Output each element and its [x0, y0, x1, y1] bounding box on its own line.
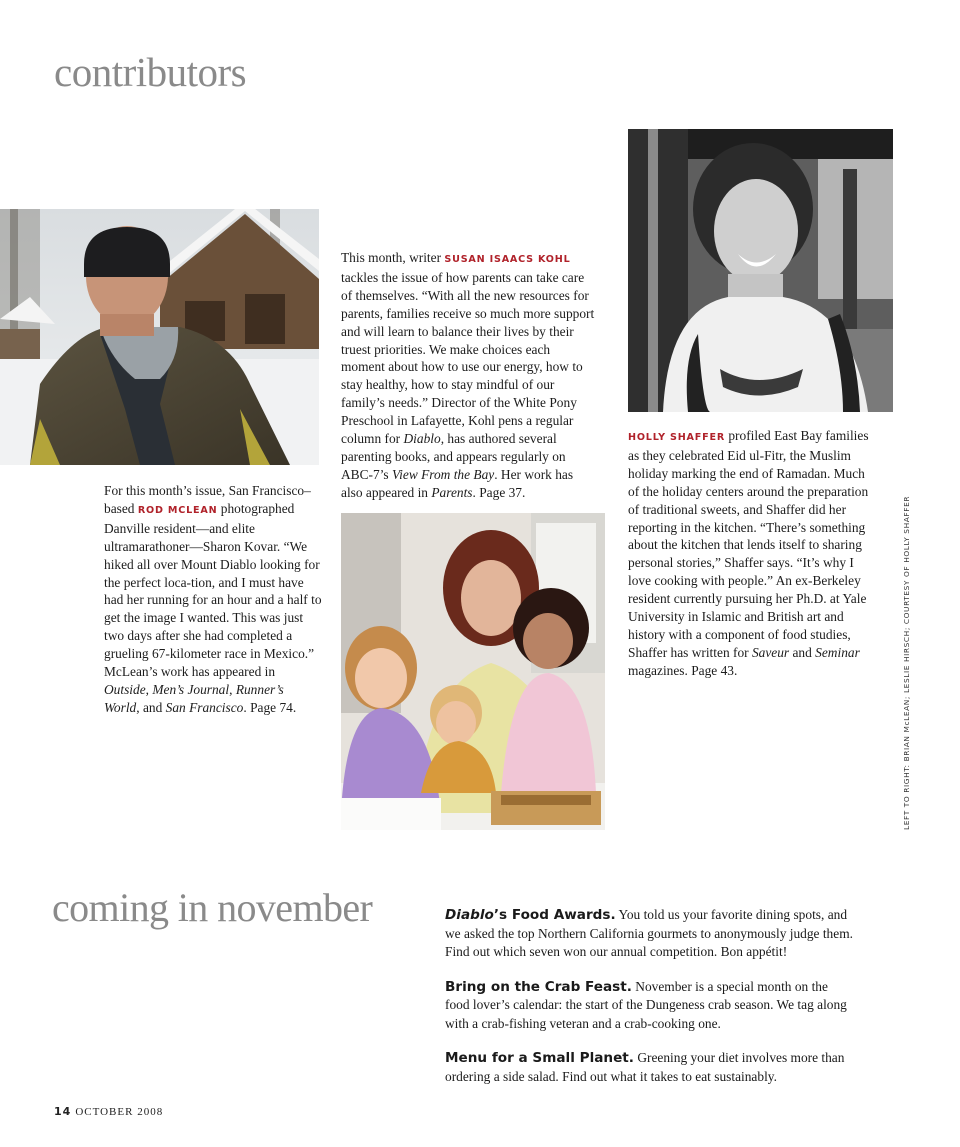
- page-reference: . Page 74.: [243, 699, 297, 715]
- susan-kohl-bio: [341, 249, 597, 502]
- susan-bio-text: tackles the issue of how parents can take care of themselves. “With all the new resources for parents, families receive so much more support and will learn to balance their lives by their truest priorities. We make choices each moment about how to use our energy, how to stay healthy, how to stay mindful of our family’s needs.” Director of the White Pony Preschool in Lafayette, Kohl pens a regular column for: [341, 269, 595, 447]
- issue-date: OCTOBER 2008: [75, 1106, 164, 1118]
- photo-credit: LEFT TO RIGHT: BRIAN McLEAN; LESLIE HIRSCH; COURTESY OF HOLLY SHAFFER: [902, 495, 911, 830]
- separator: ,: [145, 681, 153, 697]
- susan-kohl-photo: [341, 513, 605, 830]
- susan-bio-intro: This month, writer: [341, 250, 445, 265]
- publication-mens-journal: Men’s Journal: [152, 681, 230, 697]
- separator: and: [789, 644, 816, 660]
- list-item-crab-feast: [445, 978, 855, 1034]
- contributor-name-rod: ROD MCLEAN: [137, 504, 218, 516]
- rod-mclean-bio: [104, 482, 322, 717]
- publication-outside: Outside: [104, 681, 146, 697]
- food-awards-heading-diablo: Diablo: [445, 907, 494, 923]
- contributor-name-holly: HOLLY SHAFFER: [628, 432, 726, 443]
- food-awards-heading: [445, 907, 616, 923]
- publication-seminar: Seminar: [815, 644, 860, 660]
- susan-bio-text-3: . Her work has also appeared in: [341, 466, 574, 500]
- publication-san-francisco: San Francisco: [165, 699, 244, 715]
- rod-bio-intro: For this month’s issue, San Francisco–based: [104, 483, 311, 516]
- coming-in-november-list: [445, 906, 855, 1086]
- page-title: contributors: [54, 49, 247, 95]
- page-reference: . Page 37.: [472, 484, 526, 500]
- page-reference: magazines. Page 43.: [628, 662, 738, 678]
- contributor-name-susan: SUSAN ISAACS KOHL: [444, 254, 571, 265]
- list-item-small-planet: [445, 1049, 855, 1086]
- small-planet-heading: Menu for a Small Planet.: [445, 1050, 634, 1066]
- holly-shaffer-bio: [628, 427, 878, 680]
- publication-diablo: Diablo: [403, 431, 441, 447]
- publication-parents: Parents: [431, 484, 473, 500]
- crab-feast-text: November is a special month on the food lover’s calendar: the start of the Dungeness crab season. We tag along with a crab-fishing veteran and a crab-cooking one.: [445, 978, 847, 1031]
- small-planet-text: Greening your diet involves more than ordering a side salad. Find out what it takes to eat sustainably.: [445, 1050, 845, 1084]
- holly-shaffer-photo: [628, 129, 893, 412]
- page-folio: [54, 1105, 163, 1118]
- publication-view-from-the-bay: View From the Bay: [391, 466, 495, 482]
- separator: ,: [229, 681, 236, 697]
- food-awards-text: You told us your favorite dining spots, and we asked the top Northern California gourmets to anonymously judge them. Find out which seven won our annual competition. Bon appétit!: [445, 907, 853, 959]
- publication-runners-world: Runner’s World: [104, 681, 284, 715]
- rod-bio-text: photographed Danville resident—and elite ultramarathoner—Sharon Kovar. “We hiked all over Mount Diablo looking for the perfect loca-tion, and I must have had her running for an hour and a half to get the image I wanted. This was just two days after she had completed a grueling 67-kilometer race in Mexico.” McLean’s work has appeared in: [104, 500, 322, 680]
- rod-mclean-photo: [0, 209, 319, 465]
- page-number: 14: [54, 1105, 72, 1118]
- list-item-food-awards: [445, 906, 855, 962]
- publication-saveur: Saveur: [751, 644, 790, 660]
- susan-bio-text-2: , has authored several parenting books, and appears regularly on ABC-7’s: [341, 431, 566, 482]
- holly-bio-text: profiled East Bay families as they celebrated Eid ul-Fitr, the Muslim holiday marking the end of Ramadan. Much of the holiday centers around the preparation of traditional sweets, and Shaffer did her reporting in the kitchen. “There’s something about the kitchen that lends itself to sharing personal stories,” Shaffer says. “It’s why I love cooking with people.” An ex-Berkeley resident currently pursuing her Ph.D. at Yale University in Islamic and British art and history with a component of food studies, Shaffer has written for: [628, 428, 869, 660]
- crab-feast-heading: Bring on the Crab Feast.: [445, 978, 632, 995]
- food-awards-heading-rest: ’s Food Awards.: [493, 907, 616, 923]
- coming-in-november-title: coming in november: [52, 885, 373, 930]
- separator: , and: [136, 699, 166, 715]
